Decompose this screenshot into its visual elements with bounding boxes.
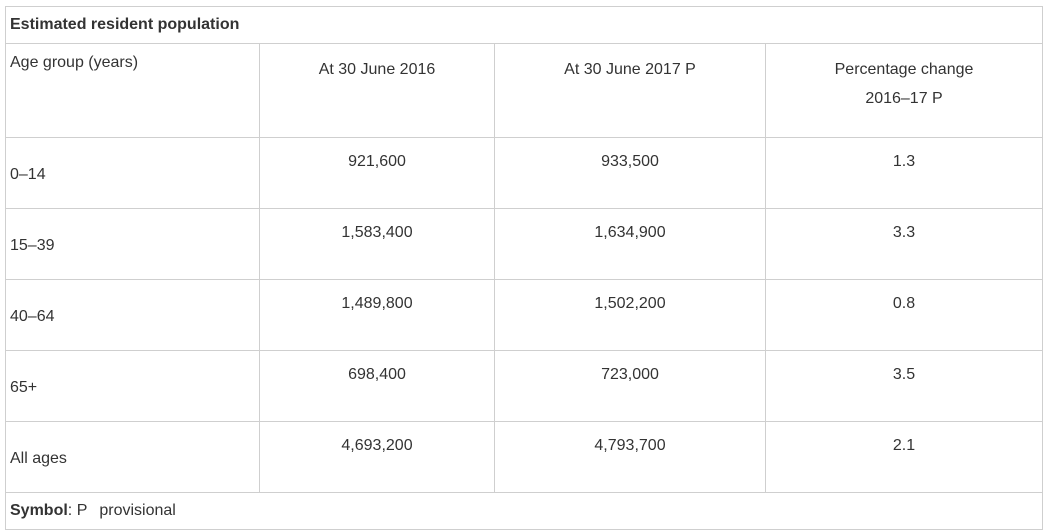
row-percentage-change: 1.3: [766, 138, 1043, 209]
row-value-2017: 4,793,700: [495, 422, 766, 493]
row-value-2017: 723,000: [495, 351, 766, 422]
row-percentage-change: 0.8: [766, 280, 1043, 351]
row-age-label: 0–14: [6, 138, 260, 209]
header-2017: At 30 June 2017 P: [495, 44, 766, 138]
row-percentage-change: 2.1: [766, 422, 1043, 493]
header-percentage-change: [766, 44, 1043, 138]
row-age-label: 40–64: [6, 280, 260, 351]
footnote-symbol-label: Symbol: [10, 502, 68, 519]
footnote-symbol-meaning: provisional: [99, 502, 176, 519]
header-row: [6, 44, 1043, 138]
table-row: [6, 351, 1043, 422]
row-age-label: 65+: [6, 351, 260, 422]
header-pct-line2: 2016–17 P: [865, 90, 943, 107]
population-table: [5, 6, 1043, 530]
row-value-2016: 921,600: [260, 138, 495, 209]
row-value-2017: 933,500: [495, 138, 766, 209]
row-value-2016: 4,693,200: [260, 422, 495, 493]
header-pct-line1: Percentage change: [834, 61, 974, 78]
row-value-2016: 1,583,400: [260, 209, 495, 280]
row-percentage-change: 3.3: [766, 209, 1043, 280]
row-value-2017: 1,634,900: [495, 209, 766, 280]
header-2016: At 30 June 2016: [260, 44, 495, 138]
row-age-label: All ages: [6, 422, 260, 493]
footnote-symbol-code: : P: [67, 502, 88, 519]
table-row: [6, 209, 1043, 280]
table-row: [6, 138, 1043, 209]
row-value-2016: 1,489,800: [260, 280, 495, 351]
row-value-2016: 698,400: [260, 351, 495, 422]
header-age-group: Age group (years): [6, 44, 260, 138]
table-row-total: [6, 422, 1043, 493]
table-title: Estimated resident population: [6, 7, 1043, 44]
row-percentage-change: 3.5: [766, 351, 1043, 422]
row-age-label: 15–39: [6, 209, 260, 280]
row-value-2017: 1,502,200: [495, 280, 766, 351]
table-row: [6, 280, 1043, 351]
table-footnote: [6, 493, 1043, 530]
